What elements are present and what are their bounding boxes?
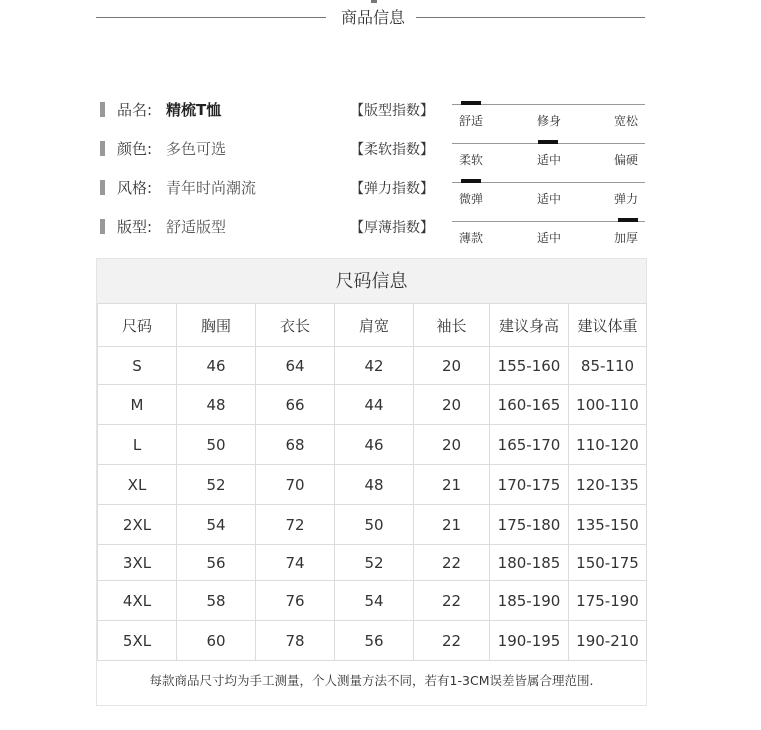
field-value: 精梳T恤 [166, 101, 222, 119]
table-cell: 175-180 [490, 505, 569, 545]
field-label: 风格: [117, 179, 153, 197]
table-cell: 5XL [98, 621, 177, 661]
table-cell: 22 [414, 581, 490, 621]
table-cell: 74 [256, 545, 335, 581]
table-cell: 68 [256, 425, 335, 465]
table-cell: 180-185 [490, 545, 569, 581]
table-cell: 110-120 [569, 425, 647, 465]
measurement-note: 每款商品尺寸均为手工测量，个人测量方法不同，若有1-3CM误差皆属合理范围. [149, 673, 594, 688]
field-value: 青年时尚潮流 [166, 179, 257, 197]
table-cell: 160-165 [490, 385, 569, 425]
table-header-row [98, 304, 647, 347]
scale-option: 适中 [537, 153, 562, 167]
table-cell: 165-170 [490, 425, 569, 465]
table-cell: 60 [177, 621, 256, 661]
table-cell: 185-190 [490, 581, 569, 621]
header-top-mark [371, 0, 377, 3]
section-title: 商品信息 [340, 8, 405, 27]
table-cell: XL [98, 465, 177, 505]
scale-option: 修身 [537, 114, 562, 128]
index-label-softness: 【柔软指数】 [350, 142, 434, 158]
scale-option: 微弹 [459, 192, 484, 206]
table-row [98, 385, 647, 425]
table-cell: 72 [256, 505, 335, 545]
size-chart [96, 258, 647, 706]
table-cell: 170-175 [490, 465, 569, 505]
field-bullet [100, 102, 105, 117]
table-cell: 3XL [98, 545, 177, 581]
table-cell: 70 [256, 465, 335, 505]
table-cell: 58 [177, 581, 256, 621]
header-divider-left [96, 17, 326, 18]
table-cell: 22 [414, 545, 490, 581]
table-cell: 100-110 [569, 385, 647, 425]
table-cell: 78 [256, 621, 335, 661]
table-header-cell: 尺码 [98, 304, 177, 347]
table-cell: 20 [414, 347, 490, 385]
scale-option: 加厚 [614, 231, 639, 245]
table-cell: 190-210 [569, 621, 647, 661]
table-cell: 85-110 [569, 347, 647, 385]
table-cell: 48 [335, 465, 414, 505]
table-cell: L [98, 425, 177, 465]
scale-option: 偏硬 [614, 153, 639, 167]
header-divider-right [416, 17, 645, 18]
table-cell: 76 [256, 581, 335, 621]
table-cell: 190-195 [490, 621, 569, 661]
table-header-cell: 建议体重 [569, 304, 647, 347]
table-row [98, 581, 647, 621]
index-scale-fit [452, 104, 645, 128]
index-scale-thickness [452, 221, 645, 245]
table-cell: 46 [335, 425, 414, 465]
table-cell: 155-160 [490, 347, 569, 385]
field-value: 舒适版型 [166, 218, 227, 236]
table-cell: 54 [335, 581, 414, 621]
table-header-cell: 胸围 [177, 304, 256, 347]
table-cell: 52 [177, 465, 256, 505]
table-cell: 21 [414, 465, 490, 505]
table-cell: 150-175 [569, 545, 647, 581]
table-cell: 20 [414, 425, 490, 465]
scale-option: 舒适 [459, 114, 484, 128]
table-cell: 50 [177, 425, 256, 465]
table-cell: 48 [177, 385, 256, 425]
table-header-cell: 肩宽 [335, 304, 414, 347]
table-cell: M [98, 385, 177, 425]
table-cell: 56 [335, 621, 414, 661]
table-cell: 52 [335, 545, 414, 581]
index-scale-softness [452, 143, 645, 167]
table-cell: 54 [177, 505, 256, 545]
table-cell: 2XL [98, 505, 177, 545]
scale-option: 适中 [537, 192, 562, 206]
table-cell: 175-190 [569, 581, 647, 621]
table-cell: 120-135 [569, 465, 647, 505]
table-header-cell: 建议身高 [490, 304, 569, 347]
table-row [98, 505, 647, 545]
field-label: 颜色: [117, 140, 153, 158]
table-cell: 20 [414, 385, 490, 425]
table-row [98, 425, 647, 465]
table-cell: 50 [335, 505, 414, 545]
scale-line [452, 221, 645, 222]
table-row [98, 621, 647, 661]
size-chart-title: 尺码信息 [97, 259, 646, 303]
table-cell: 42 [335, 347, 414, 385]
scale-option: 宽松 [614, 114, 639, 128]
table-row [98, 347, 647, 385]
field-label: 品名: [117, 101, 153, 119]
table-cell: 21 [414, 505, 490, 545]
index-label-fit: 【版型指数】 [350, 103, 434, 119]
field-bullet [100, 219, 105, 234]
table-cell: 135-150 [569, 505, 647, 545]
table-cell: 44 [335, 385, 414, 425]
scale-marker [461, 179, 481, 183]
table-cell: 46 [177, 347, 256, 385]
scale-option: 薄款 [459, 231, 484, 245]
field-label: 版型: [117, 218, 153, 236]
field-bullet [100, 141, 105, 156]
scale-option: 柔软 [459, 153, 484, 167]
scale-marker [461, 101, 481, 105]
scale-option: 弹力 [614, 192, 639, 206]
table-row [98, 465, 647, 505]
size-table [97, 303, 647, 661]
table-header-cell: 衣长 [256, 304, 335, 347]
field-bullet [100, 180, 105, 195]
table-cell: 56 [177, 545, 256, 581]
index-label-elasticity: 【弹力指数】 [350, 181, 434, 197]
table-row [98, 545, 647, 581]
scale-option: 适中 [537, 231, 562, 245]
table-cell: 4XL [98, 581, 177, 621]
index-label-thickness: 【厚薄指数】 [350, 220, 434, 236]
field-value: 多色可选 [166, 140, 227, 158]
table-cell: 64 [256, 347, 335, 385]
table-header-cell: 袖长 [414, 304, 490, 347]
index-scale-elasticity [452, 182, 645, 206]
scale-marker [618, 218, 638, 222]
table-cell: 66 [256, 385, 335, 425]
scale-marker [538, 140, 558, 144]
table-cell: 22 [414, 621, 490, 661]
table-cell: S [98, 347, 177, 385]
